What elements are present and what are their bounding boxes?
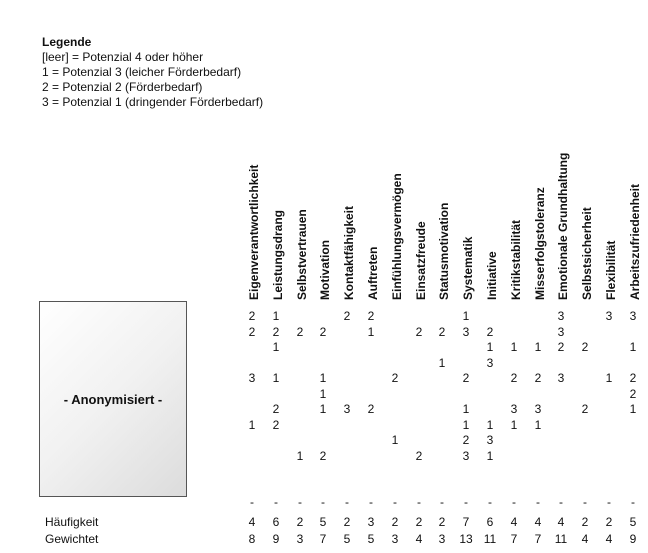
table-cell: 2 bbox=[319, 325, 327, 339]
table-cell: 2 bbox=[415, 325, 423, 339]
table-cell: 2 bbox=[391, 371, 399, 385]
column-header-label: Flexibilität bbox=[604, 240, 618, 300]
column-header-label: Statusmotivation bbox=[437, 202, 451, 300]
table-cell: 1 bbox=[605, 371, 613, 385]
table-separator-dash: - bbox=[345, 495, 349, 509]
summary-cell: 2 bbox=[296, 515, 304, 529]
table-cell: 2 bbox=[415, 449, 423, 463]
table-cell: 1 bbox=[462, 309, 470, 323]
summary-cell: 11 bbox=[483, 532, 497, 546]
column-header-label: Einfühlungsvermögen bbox=[390, 173, 404, 300]
summary-cell: 4 bbox=[248, 515, 256, 529]
legend-line: [leer] = Potenzial 4 oder höher bbox=[42, 50, 204, 64]
column-header-label: Arbeitszufriedenheit bbox=[628, 183, 642, 300]
summary-cell: 2 bbox=[343, 515, 351, 529]
legend-line: 3 = Potenzial 1 (dringender Förderbedarf) bbox=[42, 95, 264, 109]
anonymized-label: - Anonymisiert - bbox=[63, 391, 163, 407]
table-cell: 1 bbox=[486, 418, 494, 432]
table-separator-dash: - bbox=[440, 495, 444, 509]
summary-cell: 4 bbox=[581, 532, 589, 546]
anonymized-image-placeholder bbox=[39, 301, 187, 497]
summary-cell: 8 bbox=[248, 532, 256, 546]
table-cell: 2 bbox=[581, 402, 589, 416]
table-cell: 1 bbox=[319, 402, 327, 416]
summary-cell: 4 bbox=[534, 515, 542, 529]
table-cell: 3 bbox=[462, 325, 470, 339]
table-cell: 1 bbox=[486, 449, 494, 463]
table-cell: 2 bbox=[367, 309, 375, 323]
summary-row-label: Häufigkeit bbox=[45, 515, 99, 529]
table-cell: 2 bbox=[367, 402, 375, 416]
table-cell: 1 bbox=[272, 371, 280, 385]
table-cell: 1 bbox=[319, 387, 327, 401]
table-cell: 3 bbox=[343, 402, 351, 416]
summary-cell: 3 bbox=[391, 532, 399, 546]
table-cell: 2 bbox=[272, 325, 280, 339]
legend-title: Legende bbox=[42, 35, 92, 49]
table-separator-dash: - bbox=[298, 495, 302, 509]
summary-cell: 2 bbox=[438, 515, 446, 529]
table-separator-dash: - bbox=[369, 495, 373, 509]
summary-cell: 5 bbox=[319, 515, 327, 529]
table-cell: 2 bbox=[438, 325, 446, 339]
table-cell: 1 bbox=[438, 356, 446, 370]
summary-cell: 3 bbox=[296, 532, 304, 546]
summary-cell: 2 bbox=[581, 515, 589, 529]
table-cell: 1 bbox=[510, 418, 518, 432]
table-cell: 1 bbox=[486, 340, 494, 354]
table-cell: 3 bbox=[486, 433, 494, 447]
summary-cell: 7 bbox=[510, 532, 518, 546]
summary-cell: 4 bbox=[605, 532, 613, 546]
summary-row-label: Gewichtet bbox=[45, 532, 99, 546]
column-header-label: Leistungsdrang bbox=[271, 209, 285, 300]
summary-cell: 7 bbox=[462, 515, 470, 529]
legend-line: 2 = Potenzial 2 (Förderbedarf) bbox=[42, 80, 203, 94]
table-cell: 3 bbox=[557, 371, 565, 385]
table-cell: 2 bbox=[248, 325, 256, 339]
column-header-label: Kontaktfähigkeit bbox=[342, 205, 356, 300]
table-cell: 2 bbox=[629, 387, 637, 401]
table-separator-dash: - bbox=[488, 495, 492, 509]
table-cell: 2 bbox=[462, 371, 470, 385]
legend-line: 1 = Potenzial 3 (leicher Förderbedarf) bbox=[42, 65, 242, 79]
table-cell: 2 bbox=[486, 325, 494, 339]
table-cell: 3 bbox=[510, 402, 518, 416]
column-header-label: Motivation bbox=[318, 240, 332, 300]
summary-cell: 5 bbox=[343, 532, 351, 546]
summary-cell: 5 bbox=[629, 515, 637, 529]
table-cell: 1 bbox=[272, 340, 280, 354]
table-cell: 1 bbox=[272, 309, 280, 323]
column-header-label: Systematik bbox=[461, 236, 475, 300]
table-cell: 1 bbox=[629, 340, 637, 354]
summary-cell: 3 bbox=[367, 515, 375, 529]
table-cell: 2 bbox=[296, 325, 304, 339]
table-cell: 2 bbox=[462, 433, 470, 447]
table-separator-dash: - bbox=[631, 495, 635, 509]
table-cell: 3 bbox=[534, 402, 542, 416]
summary-cell: 7 bbox=[319, 532, 327, 546]
table-separator-dash: - bbox=[417, 495, 421, 509]
table-cell: 1 bbox=[367, 325, 375, 339]
table-cell: 1 bbox=[248, 418, 256, 432]
table-cell: 2 bbox=[581, 340, 589, 354]
summary-cell: 6 bbox=[272, 515, 280, 529]
column-header-label: Selbstvertrauen bbox=[295, 209, 309, 300]
column-header-label: Auftreten bbox=[366, 246, 380, 300]
table-cell: 2 bbox=[248, 309, 256, 323]
table-cell: 2 bbox=[534, 371, 542, 385]
table-separator-dash: - bbox=[536, 495, 540, 509]
table-cell: 2 bbox=[510, 371, 518, 385]
column-header-label: Selbstsicherheit bbox=[580, 207, 594, 300]
summary-cell: 5 bbox=[367, 532, 375, 546]
table-separator-dash: - bbox=[274, 495, 278, 509]
table-cell: 1 bbox=[462, 402, 470, 416]
column-header bbox=[624, 183, 648, 300]
summary-cell: 3 bbox=[438, 532, 446, 546]
table-cell: 3 bbox=[605, 309, 613, 323]
table-cell: 2 bbox=[343, 309, 351, 323]
table-cell: 2 bbox=[557, 340, 565, 354]
summary-cell: 9 bbox=[629, 532, 637, 546]
column-header-label: Initiative bbox=[485, 251, 499, 300]
column-header-label: Emotionale Grundhaltung bbox=[556, 152, 570, 300]
column-header-label: Eigenverantwortlichkeit bbox=[247, 164, 261, 300]
table-cell: 1 bbox=[391, 433, 399, 447]
summary-cell: 2 bbox=[391, 515, 399, 529]
legend bbox=[42, 35, 263, 110]
table-cell: 1 bbox=[462, 418, 470, 432]
table-cell: 1 bbox=[534, 418, 542, 432]
table-cell: 2 bbox=[629, 371, 637, 385]
table-cell: 1 bbox=[319, 371, 327, 385]
table-cell: 3 bbox=[248, 371, 256, 385]
summary-cell: 7 bbox=[534, 532, 542, 546]
table-cell: 1 bbox=[534, 340, 542, 354]
table-cell: 3 bbox=[557, 325, 565, 339]
table-separator-dash: - bbox=[464, 495, 468, 509]
column-header-label: Misserfolgstoleranz bbox=[533, 187, 547, 300]
summary-cell: 2 bbox=[415, 515, 423, 529]
table-separator-dash: - bbox=[393, 495, 397, 509]
table-separator-dash: - bbox=[321, 495, 325, 509]
table-cell: 2 bbox=[319, 449, 327, 463]
table-separator-dash: - bbox=[607, 495, 611, 509]
summary-cell: 4 bbox=[510, 515, 518, 529]
table-cell: 2 bbox=[272, 418, 280, 432]
table-cell: 1 bbox=[629, 402, 637, 416]
summary-cell: 4 bbox=[557, 515, 565, 529]
table-cell: 3 bbox=[486, 356, 494, 370]
table-separator-dash: - bbox=[559, 495, 563, 509]
table-cell: 1 bbox=[510, 340, 518, 354]
table-separator-dash: - bbox=[250, 495, 254, 509]
summary-cell: 11 bbox=[554, 532, 568, 546]
summary-cell: 4 bbox=[415, 532, 423, 546]
table-cell: 3 bbox=[462, 449, 470, 463]
table-cell: 3 bbox=[557, 309, 565, 323]
table-separator-dash: - bbox=[512, 495, 516, 509]
summary-cell: 9 bbox=[272, 532, 280, 546]
table-cell: 2 bbox=[272, 402, 280, 416]
summary-cell: 13 bbox=[459, 532, 473, 546]
table-separator-dash: - bbox=[583, 495, 587, 509]
column-header-label: Kritikstabilität bbox=[509, 219, 523, 300]
table-cell: 1 bbox=[296, 449, 304, 463]
summary-cell: 2 bbox=[605, 515, 613, 529]
column-header-label: Einsatzfreude bbox=[414, 221, 428, 300]
table-cell: 3 bbox=[629, 309, 637, 323]
summary-cell: 6 bbox=[486, 515, 494, 529]
